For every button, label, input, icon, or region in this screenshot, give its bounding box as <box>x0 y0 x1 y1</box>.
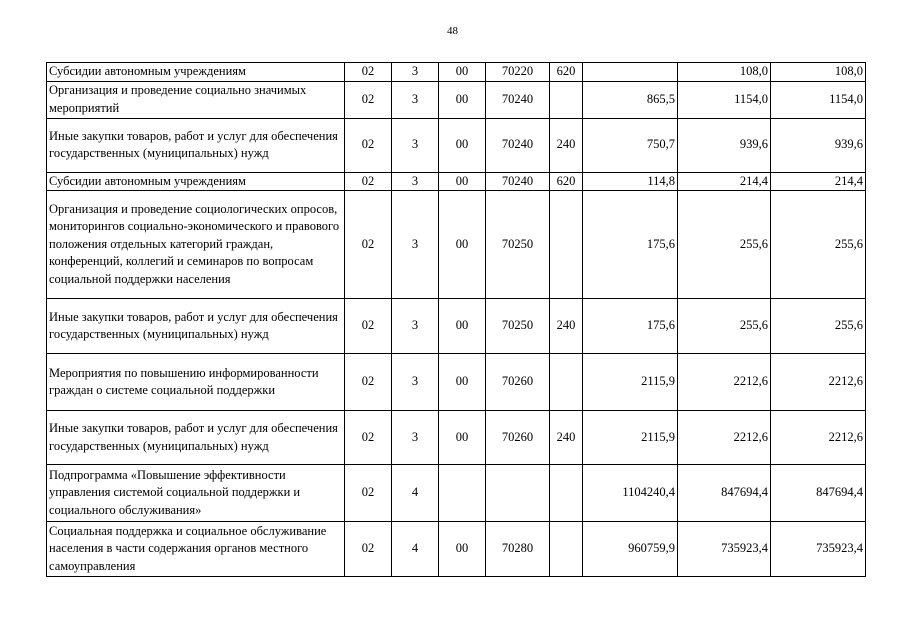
table-row <box>47 354 866 411</box>
row-name: Иные закупки товаров, работ и услуг для обеспечения государственных (муниципальных) нужд <box>47 299 345 354</box>
row-amount-2: 847694,4 <box>678 465 771 522</box>
row-name: Мероприятия по повышению информированности граждан о системе социальной поддержки <box>47 354 345 411</box>
row-name: Субсидии автономным учреждениям <box>47 172 345 191</box>
row-amount-1: 2115,9 <box>583 354 678 411</box>
row-expense-type <box>550 465 583 522</box>
row-amount-3: 939,6 <box>771 118 866 172</box>
row-amount-3: 847694,4 <box>771 465 866 522</box>
row-amount-1: 1104240,4 <box>583 465 678 522</box>
table-row <box>47 191 866 299</box>
row-target-article-part1: 00 <box>439 191 486 299</box>
row-amount-3: 255,6 <box>771 299 866 354</box>
row-target-article-part2: 70260 <box>486 411 550 465</box>
row-target-article-part2: 70220 <box>486 63 550 82</box>
row-target-article-part1: 00 <box>439 81 486 118</box>
row-section: 02 <box>345 465 392 522</box>
row-amount-1: 114,8 <box>583 172 678 191</box>
budget-table-body <box>47 63 866 577</box>
row-section: 02 <box>345 118 392 172</box>
row-target-article-part2: 70240 <box>486 81 550 118</box>
row-expense-type <box>550 354 583 411</box>
row-amount-3: 1154,0 <box>771 81 866 118</box>
row-section: 02 <box>345 191 392 299</box>
table-row <box>47 172 866 191</box>
row-subsection: 3 <box>392 411 439 465</box>
row-amount-2: 255,6 <box>678 299 771 354</box>
row-amount-3: 214,4 <box>771 172 866 191</box>
row-subsection: 3 <box>392 354 439 411</box>
row-target-article-part1: 00 <box>439 118 486 172</box>
row-amount-3: 108,0 <box>771 63 866 82</box>
row-amount-1: 960759,9 <box>583 522 678 577</box>
row-amount-1: 750,7 <box>583 118 678 172</box>
row-name: Подпрограмма «Повышение эффективности управления системой социальной поддержки и социального обслуживания» <box>47 465 345 522</box>
row-section: 02 <box>345 522 392 577</box>
row-name: Организация и проведение социологических опросов, мониторингов социально-экономического и правового положения отдельных категорий граждан, конференций, коллегий и семинаров по вопросам социальной поддержки населения <box>47 191 345 299</box>
row-name: Иные закупки товаров, работ и услуг для обеспечения государственных (муниципальных) нужд <box>47 118 345 172</box>
row-amount-2: 255,6 <box>678 191 771 299</box>
row-expense-type: 240 <box>550 299 583 354</box>
row-section: 02 <box>345 81 392 118</box>
table-row <box>47 411 866 465</box>
row-amount-1: 865,5 <box>583 81 678 118</box>
row-subsection: 3 <box>392 299 439 354</box>
row-expense-type: 240 <box>550 411 583 465</box>
row-target-article-part2: 70260 <box>486 354 550 411</box>
row-amount-1 <box>583 63 678 82</box>
row-amount-3: 255,6 <box>771 191 866 299</box>
row-subsection: 3 <box>392 191 439 299</box>
row-name: Иные закупки товаров, работ и услуг для обеспечения государственных (муниципальных) нужд <box>47 411 345 465</box>
row-section: 02 <box>345 63 392 82</box>
row-amount-2: 2212,6 <box>678 411 771 465</box>
row-target-article-part2 <box>486 465 550 522</box>
row-target-article-part1: 00 <box>439 411 486 465</box>
row-section: 02 <box>345 354 392 411</box>
row-target-article-part1: 00 <box>439 522 486 577</box>
row-section: 02 <box>345 172 392 191</box>
row-amount-2: 2212,6 <box>678 354 771 411</box>
row-amount-1: 2115,9 <box>583 411 678 465</box>
row-subsection: 4 <box>392 522 439 577</box>
row-section: 02 <box>345 299 392 354</box>
row-section: 02 <box>345 411 392 465</box>
row-target-article-part1 <box>439 465 486 522</box>
page-number: 48 <box>447 25 458 37</box>
row-expense-type <box>550 191 583 299</box>
table-row <box>47 522 866 577</box>
row-amount-2: 939,6 <box>678 118 771 172</box>
row-amount-1: 175,6 <box>583 299 678 354</box>
budget-table <box>46 62 866 577</box>
row-target-article-part2: 70240 <box>486 118 550 172</box>
row-amount-2: 108,0 <box>678 63 771 82</box>
row-target-article-part1: 00 <box>439 354 486 411</box>
row-amount-3: 2212,6 <box>771 411 866 465</box>
row-expense-type <box>550 522 583 577</box>
row-target-article-part2: 70250 <box>486 191 550 299</box>
row-expense-type: 620 <box>550 63 583 82</box>
row-expense-type <box>550 81 583 118</box>
row-expense-type: 240 <box>550 118 583 172</box>
row-target-article-part2: 70250 <box>486 299 550 354</box>
row-expense-type: 620 <box>550 172 583 191</box>
row-target-article-part2: 70280 <box>486 522 550 577</box>
row-subsection: 3 <box>392 81 439 118</box>
row-target-article-part1: 00 <box>439 63 486 82</box>
table-row <box>47 118 866 172</box>
table-row <box>47 299 866 354</box>
row-amount-3: 735923,4 <box>771 522 866 577</box>
table-row <box>47 465 866 522</box>
row-amount-2: 1154,0 <box>678 81 771 118</box>
table-row <box>47 63 866 82</box>
row-target-article-part1: 00 <box>439 299 486 354</box>
row-amount-2: 735923,4 <box>678 522 771 577</box>
row-target-article-part1: 00 <box>439 172 486 191</box>
row-amount-3: 2212,6 <box>771 354 866 411</box>
row-subsection: 3 <box>392 172 439 191</box>
table-row <box>47 81 866 118</box>
row-amount-1: 175,6 <box>583 191 678 299</box>
row-name: Организация и проведение социально значимых мероприятий <box>47 81 345 118</box>
row-amount-2: 214,4 <box>678 172 771 191</box>
row-name: Социальная поддержка и социальное обслуживание населения в части содержания органов местного самоуправления <box>47 522 345 577</box>
row-subsection: 3 <box>392 63 439 82</box>
row-name: Субсидии автономным учреждениям <box>47 63 345 82</box>
row-subsection: 3 <box>392 118 439 172</box>
row-target-article-part2: 70240 <box>486 172 550 191</box>
row-subsection: 4 <box>392 465 439 522</box>
